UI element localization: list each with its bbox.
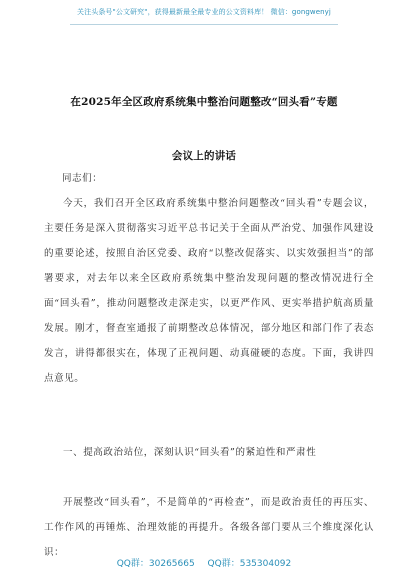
header-banner: 关注头条号"公文研究"，获得最新最全最专业的公文资料库！ 微信：gongwenyj (77, 8, 331, 16)
header-divider (70, 24, 338, 25)
document-title-line1: 在2025年全区政府系统集中整治问题整改“回头看”专题 (70, 96, 338, 108)
paragraph-section-one: 开展整改“回头看”，不是简单的“再检查”，而是政治责任的再压实、工作作风的再锤炼、治理效能的再提升。各级各部门要从三个维度深化认识： (44, 497, 374, 558)
salutation: 同志们： (62, 173, 103, 184)
document-title-line2: 会议上的讲话 (171, 150, 237, 162)
paragraph-opening: 今天，我们召开全区政府系统集中整治问题整改“回头看”专题会议，主要任务是深入贯彻落实习近平总书记关于全面从严治党、加强作风建设的重要论述，按照自治区党委、政府“以整改促落实、以实效强担当”的部署要求，对去年以来全区政府系统集中整治发现问题的整改情况进行全面“回头看”，推动问题整改走深走实，以更严作风、更实举措护航高质量发展。刚才，督查室通报了前期整改总体情况，部分地区和部门作了表态发言，讲得都很实在，体现了正视问题、动真碰硬的态度。下面，我讲四点意见。 (44, 198, 374, 384)
footer-qq-groups: QQ群：30265665 QQ群：535304092 (116, 559, 292, 569)
section-heading: 一、提高政治站位，深刻认识“回头看”的紧迫性和严肃性 (63, 447, 317, 458)
